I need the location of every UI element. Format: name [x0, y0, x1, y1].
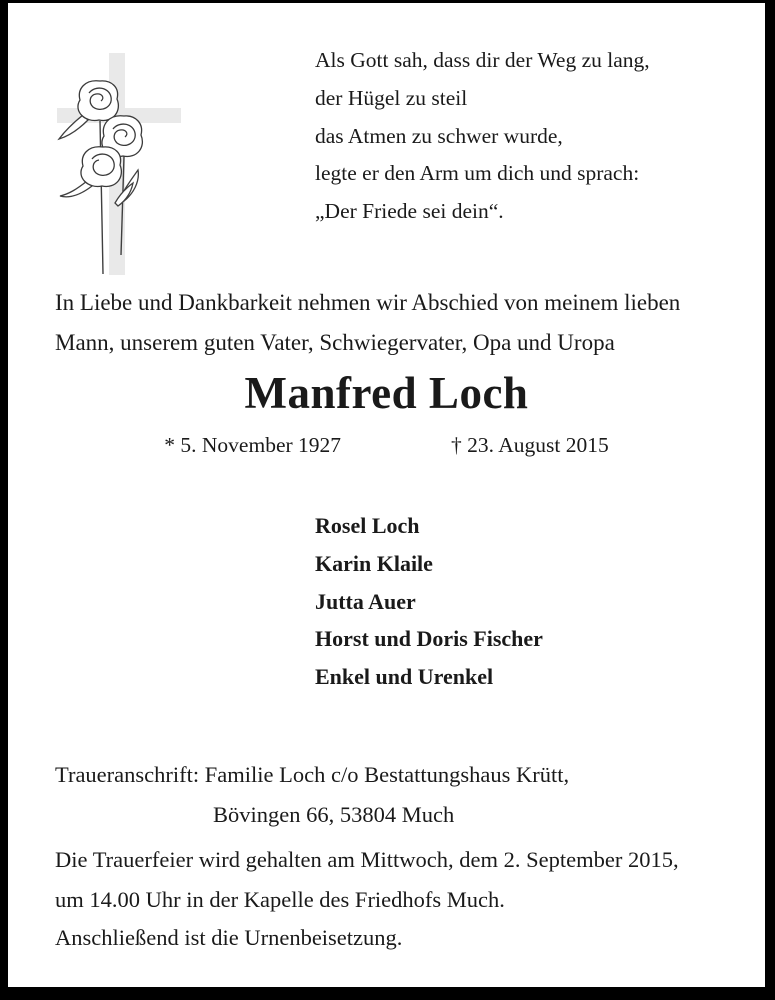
address-line-1: Traueranschrift: Familie Loch c/o Bestattungshaus Krütt,: [55, 762, 570, 787]
intro-line: Mann, unserem guten Vater, Schwiegervater, Opa und Uropa: [55, 330, 615, 355]
mourning-address: [55, 755, 569, 834]
mourner-name: Jutta Auer: [315, 588, 416, 614]
memorial-illustration: [45, 43, 220, 281]
mourner-name: Rosel Loch: [315, 513, 420, 538]
poem-line: „Der Friede sei dein“.: [315, 199, 504, 224]
mourners-list: [315, 507, 543, 696]
life-dates: [8, 433, 765, 458]
mourner-name: Enkel und Urenkel: [315, 664, 494, 690]
address-line-2: Bövingen 66, 53804 Much: [213, 801, 455, 827]
funeral-info: [55, 840, 679, 920]
poem-line: der Hügel zu steil: [315, 85, 468, 110]
rose-icon: [78, 81, 118, 121]
poem: [315, 42, 650, 231]
intro-paragraph: [55, 283, 680, 363]
death-date: † 23. August 2015: [451, 433, 609, 457]
intro-line: In Liebe und Dankbarkeit nehmen wir Abschied von meinem lieben: [55, 290, 681, 315]
birth-date: * 5. November 1927: [164, 433, 342, 457]
rose-icon: [81, 147, 121, 187]
poem-line: legte er den Arm um dich und sprach:: [315, 161, 640, 186]
poem-line: das Atmen zu schwer wurde,: [315, 123, 563, 148]
mourner-name: Karin Klaile: [315, 550, 433, 576]
mourner-name: Horst und Doris Fischer: [315, 626, 543, 652]
funeral-line-2: um 14.00 Uhr in der Kapelle des Friedhofs Much.: [55, 887, 505, 912]
deceased-name: Manfred Loch: [244, 368, 529, 418]
closing-line: Anschließend ist die Urnenbeisetzung.: [55, 925, 403, 950]
funeral-line-1: Die Trauerfeier wird gehalten am Mittwoch, dem 2. September 2015,: [55, 847, 679, 872]
cross-roses-graphic: [45, 43, 220, 281]
poem-line: Als Gott sah, dass dir der Weg zu lang,: [315, 48, 650, 72]
